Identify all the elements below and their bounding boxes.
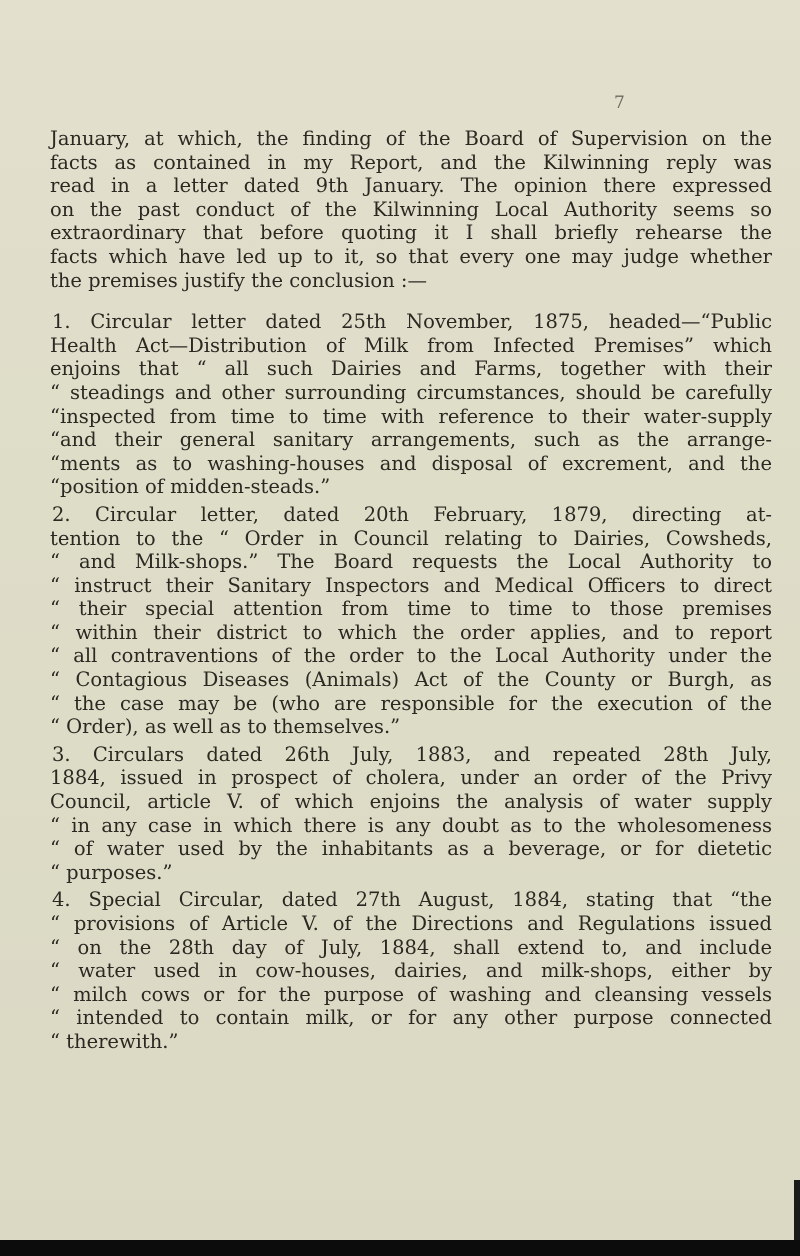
text-line: “ instruct their Sanitary Inspectors and Medical Officers to direct bbox=[50, 573, 772, 597]
text-line: January, at which, the finding of the Board of Supervision on the bbox=[50, 127, 772, 150]
text-line: “inspected from time to time with reference to their water-supply bbox=[50, 404, 772, 428]
item-2-paragraph bbox=[50, 503, 772, 739]
text-line: “position of midden-steads.” bbox=[50, 475, 331, 499]
text-line: Council, article V. of which enjoins the analysis of water supply bbox=[50, 790, 772, 814]
text-line: “ within their district to which the order applies, and to report bbox=[50, 620, 772, 644]
text-line: extraordinary that before quoting it I shall briefly rehearse the bbox=[50, 221, 772, 245]
text-line: “ Order), as well as to themselves.” bbox=[50, 715, 401, 739]
text-line: facts which have led up to it, so that every one may judge whether bbox=[50, 244, 772, 268]
text-line: facts as contained in my Report, and the Kilwinning reply was bbox=[50, 150, 772, 174]
text-line: “ intended to contain milk, or for any other purpose connected bbox=[50, 1006, 772, 1030]
text-line: “ Contagious Diseases (Animals) Act of the County or Burgh, as bbox=[50, 668, 772, 692]
text-line: “ water used in cow-houses, dairies, and milk-shops, either by bbox=[50, 959, 772, 983]
text-line: 3. Circulars dated 26th July, 1883, and repeated 28th July, bbox=[52, 742, 772, 766]
text-line: “ and Milk-shops.” The Board requests the Local Authority to bbox=[50, 550, 772, 574]
text-line: “ steadings and other surrounding circumstances, should be carefully bbox=[50, 380, 772, 404]
item-1-paragraph bbox=[50, 310, 772, 499]
text-line: “ments as to washing-houses and disposal of excrement, and the bbox=[50, 451, 772, 475]
text-line: read in a letter dated 9th January. The opinion there expressed bbox=[50, 174, 772, 198]
item-4-paragraph bbox=[50, 888, 772, 1053]
page-edge-shadow bbox=[794, 1180, 800, 1240]
text-line: the premises justify the conclusion :— bbox=[50, 268, 427, 292]
text-line: 1884, issued in prospect of cholera, under an order of the Privy bbox=[50, 766, 772, 790]
text-line: 1. Circular letter dated 25th November, 1875, headed—“Public bbox=[52, 310, 772, 334]
text-line: “ on the 28th day of July, 1884, shall extend to, and include bbox=[50, 935, 772, 959]
text-line: enjoins that “ all such Dairies and Farms, together with their bbox=[50, 357, 772, 381]
text-line: “ purposes.” bbox=[50, 860, 173, 884]
text-line: “ provisions of Article V. of the Directions and Regulations issued bbox=[50, 912, 772, 935]
text-line: tention to the “ Order in Council relating to Dairies, Cowsheds, bbox=[50, 526, 772, 550]
text-line: “ in any case in which there is any doubt as to the wholesomeness bbox=[50, 813, 772, 837]
text-line: “ all contraventions of the order to the Local Authority under the bbox=[50, 644, 772, 668]
text-line: 2. Circular letter, dated 20th February, 1879, directing at- bbox=[52, 502, 772, 526]
intro-paragraph bbox=[50, 127, 772, 292]
text-line: “ therewith.” bbox=[50, 1029, 179, 1053]
text-line: “ milch cows or for the purpose of washing and cleansing vessels bbox=[50, 982, 772, 1006]
item-3-paragraph bbox=[50, 743, 772, 885]
text-line: “ the case may be (who are responsible for the execution of the bbox=[50, 691, 772, 715]
text-line: 4. Special Circular, dated 27th August, 1884, stating that “the bbox=[52, 888, 772, 912]
text-line: Health Act—Distribution of Milk from Infected Premises” which bbox=[50, 333, 772, 357]
page-body bbox=[50, 127, 772, 1054]
text-line: “and their general sanitary arrangements, such as the arrange- bbox=[50, 428, 772, 452]
page-number: 7 bbox=[614, 93, 625, 113]
scan-bottom-border bbox=[0, 1240, 800, 1256]
text-line: “ of water used by the inhabitants as a beverage, or for dietetic bbox=[50, 837, 772, 861]
text-line: on the past conduct of the Kilwinning Local Authority seems so bbox=[50, 197, 772, 221]
text-line: “ their special attention from time to time to those premises bbox=[50, 597, 772, 621]
